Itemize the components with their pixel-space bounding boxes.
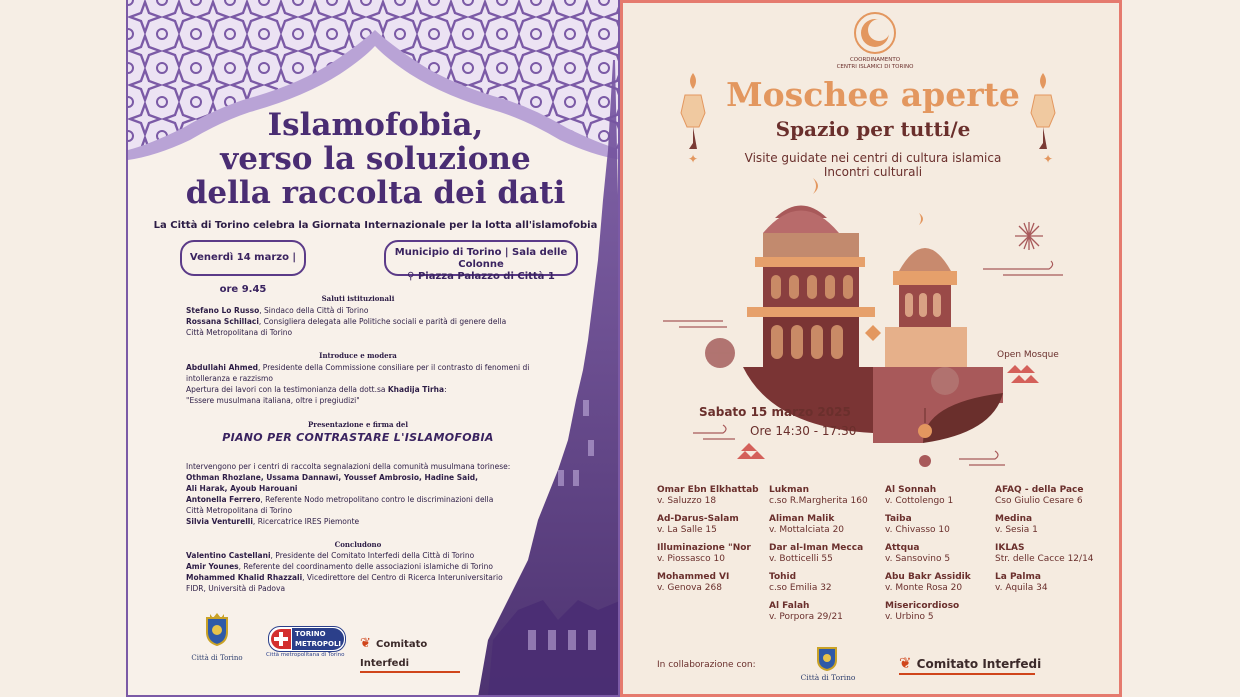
mosque-address: v. Mottalciata 20 (769, 525, 845, 535)
speaker-name: Stefano Lo Russo (186, 306, 260, 315)
mosque-name: Dar al-Iman Mecca (769, 543, 864, 553)
mosque-address: v. La Salle 15 (657, 525, 717, 535)
speaker-name: Abdullahi Ahmed (186, 363, 259, 372)
mosque-name: Al Falah (769, 601, 810, 611)
mosque-name: Ad-Darus-Salam (657, 514, 739, 524)
list-item (995, 543, 1113, 565)
list-item (657, 543, 769, 565)
opening-text: Apertura dei lavori con la testimonianza della dott.sa (186, 385, 388, 394)
intervene-text: Intervengono per i centri di raccolta segnalazioni della comunità musulmana torinese: (186, 462, 511, 471)
mosque-address: v. Sansovino 5 (885, 554, 951, 564)
plan-title: PIANO PER CONTRASTARE L'ISLAMOFOBIA (222, 431, 494, 444)
collab-logo-comitato-text: Comitato Interfedi (916, 657, 1042, 671)
list-item (769, 572, 887, 594)
speaker-name: Antonella Ferrero (186, 495, 261, 504)
logo-comitato-interfedi (360, 632, 472, 669)
speaker-name: Mohammed Khalid Rhazzali (186, 573, 303, 582)
venue-line-2 (386, 271, 576, 283)
speaker-name: Khadija Tirha (387, 385, 445, 394)
visits-info (683, 151, 1063, 179)
mosque-name: IKLAS (995, 543, 1025, 553)
section-introduce-body (186, 362, 566, 406)
title-line-2: verso la soluzione (220, 141, 531, 177)
list-item (885, 485, 995, 507)
mosque-name: Misericordioso (885, 601, 960, 611)
speaker-role: , Vicedirettore del Centro di Ricerca Interuniversitario (302, 573, 503, 582)
right-poster (620, 0, 1122, 697)
logo-torino-metropoli-sub: Città metropolitana di Torino (266, 652, 345, 658)
moschee-title: Moschee aperte (726, 75, 1020, 114)
red-cross-icon (271, 629, 291, 649)
mosque-name: Al Sonnah (885, 485, 937, 495)
speaker-names: Othman Rhozlane, Ussama Dannawi, Youssef Ambrosio, Hadine Said, (186, 473, 479, 482)
list-item (769, 543, 887, 565)
org-line-2: CENTRI ISLAMICI DI TORINO (836, 64, 914, 70)
visits-line-1: Visite guidate nei centri di cultura islamica (744, 151, 1002, 165)
mosque-column-2 (769, 485, 887, 630)
poster-title (148, 108, 603, 210)
mosque-address: v. Porpora 29/21 (769, 612, 843, 622)
logo-torino-metropoli (268, 626, 346, 652)
section-heading-concludono: Concludono (334, 540, 382, 549)
venue-pill (384, 240, 578, 282)
mosque-name: Omar Ebn Elkhattab (657, 485, 759, 495)
mosque-column-1 (657, 485, 769, 601)
collab-logo-comitato (899, 653, 1049, 675)
mosque-address: v. Aquila 34 (995, 583, 1048, 593)
mosque-address: v. Piossasco 10 (657, 554, 725, 564)
list-item (885, 572, 995, 594)
venue-address: Piazza Palazzo di Città 1 (417, 271, 555, 282)
collab-label: In collaborazione con: (657, 660, 756, 670)
venue-line-1: Municipio di Torino | Sala delle Colonne (394, 247, 568, 270)
speaker-name: Rossana Schillaci (186, 317, 259, 326)
location-pin-icon: ⚲ (407, 271, 418, 282)
speaker-names: Ali Harak, Ayoub Harouani (186, 484, 298, 493)
title-line-1: Islamofobia, (267, 107, 484, 143)
speaker-role: , Consigliera delegata alle Politiche sociali e parità di genere della (258, 317, 507, 326)
logo-torino-metropoli-text: TORINO METROPOLI (292, 628, 344, 650)
mosque-address: Cso Giulio Cesare 6 (995, 496, 1083, 506)
logo-citta-torino-label: Città di Torino (191, 654, 243, 662)
event-time: Ore 14:30 - 17:30 (750, 424, 857, 438)
speaker-role: , Referente Nodo metropolitano contro le discriminazioni della (260, 495, 494, 504)
mosque-name: Lukman (769, 485, 809, 495)
poster-subtitle: La Città di Torino celebra la Giornata Internazionale per la lotta all'islamofobia (153, 220, 598, 231)
flame-icon: ❦ (360, 636, 371, 651)
speaker-role: , Referente del coordinamento delle associazioni islamiche di Torino (238, 562, 493, 571)
mosque-name: La Palma (995, 572, 1041, 582)
section-saluti-body (186, 305, 566, 338)
moschee-subtitle: Spazio per tutti/e (775, 117, 971, 141)
mosque-address: v. Chivasso 10 (885, 525, 950, 535)
mosque-address: v. Genova 268 (657, 583, 722, 593)
speaker-role: , Presidente della Commissione consiliare per il contrasto di fenomeni di (258, 363, 530, 372)
mosque-name: AFAQ - della Pace (995, 485, 1084, 495)
title-line-3: della raccolta dei dati (185, 175, 566, 211)
mosque-name: Abu Bakr Assidik (885, 572, 971, 582)
list-item (657, 572, 769, 594)
mosque-address: c.so R.Margherita 160 (769, 496, 868, 506)
date-pill: Venerdì 14 marzo | ore 9.45 (180, 240, 306, 276)
mosque-address: v. Cottolengo 1 (885, 496, 954, 506)
open-mosque-label: Open Mosque (997, 350, 1059, 360)
list-item (769, 485, 887, 507)
mosque-address: c.so Emilia 32 (769, 583, 832, 593)
list-item (995, 485, 1113, 507)
section-heading-presentazione: Presentazione e firma del (308, 420, 408, 429)
list-item (657, 514, 769, 536)
speaker-name: Valentino Castellani (186, 551, 271, 560)
svg-text:✦: ✦ (1042, 152, 1054, 166)
mosque-name: Aliman Malik (769, 514, 835, 524)
speaker-role-cont: FIDR, Università di Padova (186, 584, 286, 593)
section-presentazione-body (186, 461, 566, 527)
list-item (769, 601, 887, 623)
section-heading-saluti: Saluti istituzionali (321, 294, 395, 303)
org-line-1: COORDINAMENTO (849, 57, 901, 63)
mosque-address: v. Monte Rosa 20 (885, 583, 963, 593)
mosque-address: v. Urbino 5 (885, 612, 934, 622)
mosque-name: Mohammed VI (657, 572, 730, 582)
speaker-name: Silvia Venturelli (186, 517, 253, 526)
list-item (885, 543, 995, 565)
speaker-role-cont: intolleranza e razzismo (186, 374, 273, 383)
mosque-name: Illuminazione "Nor (657, 543, 751, 553)
crescent-logo-icon (855, 13, 895, 53)
mosque-name: Medina (995, 514, 1033, 524)
mosque-address: Str. delle Cacce 12/14 (995, 554, 1094, 564)
section-heading-introduce: Introduce e modera (319, 351, 397, 360)
mosque-column-4 (995, 485, 1113, 601)
speaker-role-cont: Città Metropolitana di Torino (186, 506, 293, 515)
citta-torino-crest-icon (816, 643, 838, 671)
visits-line-2: Incontri culturali (823, 165, 923, 179)
section-concludono-body (186, 550, 566, 594)
list-item (995, 514, 1113, 536)
list-item (885, 601, 995, 623)
mosque-name: Taiba (885, 514, 912, 524)
speaker-role: , Ricercatrice IRES Piemonte (252, 517, 360, 526)
org-name (823, 57, 927, 71)
testimony-title: "Essere musulmana italiana, oltre i pregiudizi" (186, 396, 360, 405)
list-item (769, 514, 887, 536)
mosque-address: v. Botticelli 55 (769, 554, 833, 564)
collab-logo-citta: Città di Torino (800, 673, 856, 682)
flame-icon: ❦ (899, 654, 912, 672)
punctuation: : (444, 385, 447, 394)
speaker-role-cont: Città Metropolitana di Torino (186, 328, 293, 337)
event-date: Sabato 15 marzo 2025 (699, 405, 851, 419)
svg-text:✦: ✦ (687, 152, 699, 166)
list-item (657, 485, 769, 507)
speaker-role: , Sindaco della Città di Torino (259, 306, 369, 315)
citta-torino-crest-icon (204, 612, 230, 646)
list-item (885, 514, 995, 536)
mosque-address: v. Saluzzo 18 (657, 496, 717, 506)
left-poster (126, 0, 620, 697)
speaker-role: , Presidente del Comitato Interfedi della Città di Torino (270, 551, 475, 560)
mosque-column-3 (885, 485, 995, 630)
list-item (995, 572, 1113, 594)
mosque-name: Tohid (769, 572, 797, 582)
speaker-name: Amir Younes (186, 562, 239, 571)
mosque-address: v. Sesia 1 (995, 525, 1038, 535)
mosque-name: Attqua (885, 543, 920, 553)
logo-comitato-interfedi-text: Comitato Interfedi (360, 639, 428, 669)
